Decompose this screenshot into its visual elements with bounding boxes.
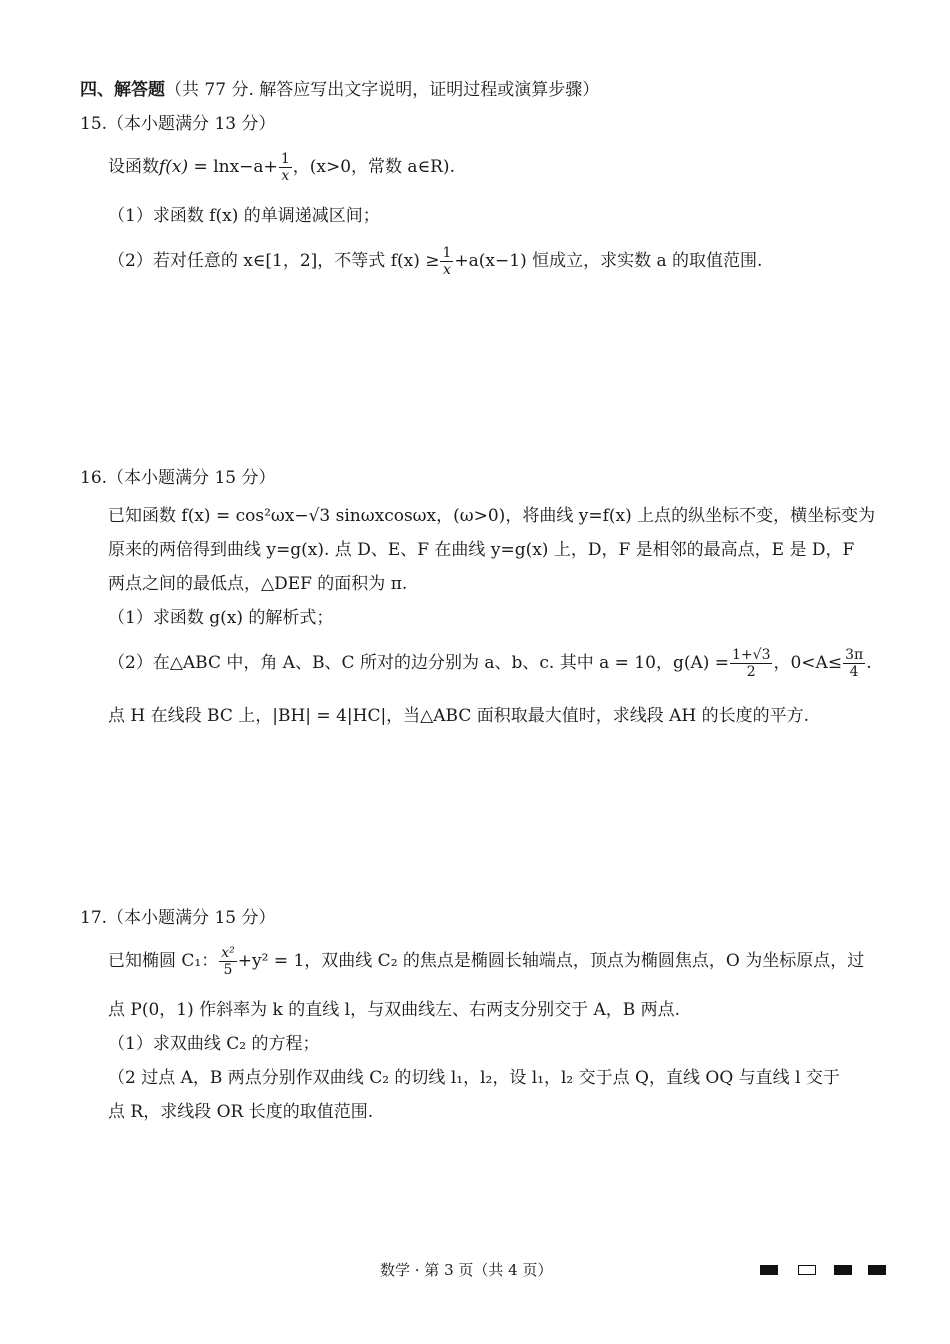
footer-mark-4 — [868, 1265, 886, 1275]
q17-line1-a: 已知椭圆 C₁： — [108, 951, 219, 971]
q16-header: 16.（本小题满分 15 分） — [80, 468, 276, 488]
q16-part2-line2: 点 H 在线段 BC 上，|BH| = 4|HC|，当△ABC 面积取最大值时，求线段 AH 的长度的平方. — [108, 706, 810, 726]
footer-mark-1 — [760, 1265, 778, 1275]
q15-p2-prefix: （2）若对任意的 x∈[1，2]，不等式 f(x) ≥ — [108, 251, 440, 271]
q17-line1-b: +y² = 1，双曲线 C₂ 的焦点是椭圆长轴端点，顶点为椭圆焦点，O 为坐标原点，过 — [237, 951, 865, 971]
q17-part1: （1）求双曲线 C₂ 的方程； — [108, 1034, 320, 1054]
q16-p2-frac2-den: 4 — [849, 664, 859, 680]
q15-part1: （1）求函数 f(x) 的单调递减区间； — [108, 206, 380, 226]
q15-fraction — [279, 152, 292, 183]
q15-frac-den: x — [281, 168, 290, 184]
q15-expr: = lnx−a+ — [188, 157, 278, 177]
q15-stem-suffix: ，(x>0，常数 a∈R). — [292, 157, 455, 177]
q17-header: 17.（本小题满分 15 分） — [80, 908, 276, 928]
q16-line3: 两点之间的最低点，△DEF 的面积为 π. — [108, 574, 408, 594]
q17-fraction — [219, 946, 237, 977]
q17-line2: 点 P(0，1) 作斜率为 k 的直线 l，与双曲线左、右两支分别交于 A，B 两点. — [108, 1000, 681, 1020]
q17-frac-num: x² — [221, 945, 235, 961]
q17-part2-line1: （2 过点 A，B 两点分别作双曲线 C₂ 的切线 l₁，l₂，设 l₁，l₂ 交于点 Q，直线 OQ 与直线 l 交于 — [108, 1068, 840, 1088]
q16-p2-frac-num: 1+√3 — [732, 647, 771, 663]
q16-p2-c: . — [866, 653, 872, 673]
footer-mark-3 — [834, 1265, 852, 1275]
q16-p2-fraction — [730, 648, 772, 679]
q16-p2-a: （2）在△ABC 中，角 A、B、C 所对的边分别为 a、b、c. 其中 a = 10，g(A) = — [108, 653, 730, 673]
section-title — [80, 82, 599, 99]
q17-frac-den: 5 — [223, 962, 233, 978]
q16-p2-b: ，0<A≤ — [773, 653, 843, 673]
section-heading: 四、解答题 — [80, 80, 165, 100]
q16-p2-frac-den: 2 — [746, 664, 756, 680]
q15-header: 15.（本小题满分 13 分） — [80, 114, 276, 134]
q17-part2-line2: 点 R，求线段 OR 长度的取值范围. — [108, 1102, 374, 1122]
q16-line1: 已知函数 f(x) = cos²ωx−√3 sinωxcosωx，(ω>0)，将曲线 y=f(x) 上点的纵坐标不变，横坐标变为 — [108, 506, 876, 526]
q17-line1 — [108, 946, 864, 977]
footer-mark-2 — [798, 1265, 816, 1275]
q15-p2-frac-num: 1 — [442, 245, 452, 261]
q15-frac-num: 1 — [280, 151, 290, 167]
q15-p2-suffix: +a(x−1) 恒成立，求实数 a 的取值范围. — [454, 251, 763, 271]
q15-p2-fraction — [440, 246, 453, 277]
section-note: （共 77 分. 解答应写出文字说明，证明过程或演算步骤） — [165, 80, 600, 100]
q15-stem-prefix: 设函数 — [108, 157, 159, 177]
q16-p2-frac2-num: 3π — [845, 647, 864, 663]
q15-part2 — [108, 246, 762, 277]
q16-part1: （1）求函数 g(x) 的解析式； — [108, 608, 334, 628]
q16-line2: 原来的两倍得到曲线 y=g(x). 点 D、E、F 在曲线 y=g(x) 上，D，F 是相邻的最高点，E 是 D，F — [108, 540, 855, 560]
page-footer: 数学 · 第 3 页（共 4 页） — [380, 1261, 553, 1279]
q16-p2-fraction2 — [843, 648, 865, 679]
q15-p2-frac-den: x — [442, 262, 451, 278]
q15-stem — [108, 152, 455, 183]
q15-func: f(x) — [159, 157, 189, 177]
q16-part2 — [108, 648, 872, 679]
